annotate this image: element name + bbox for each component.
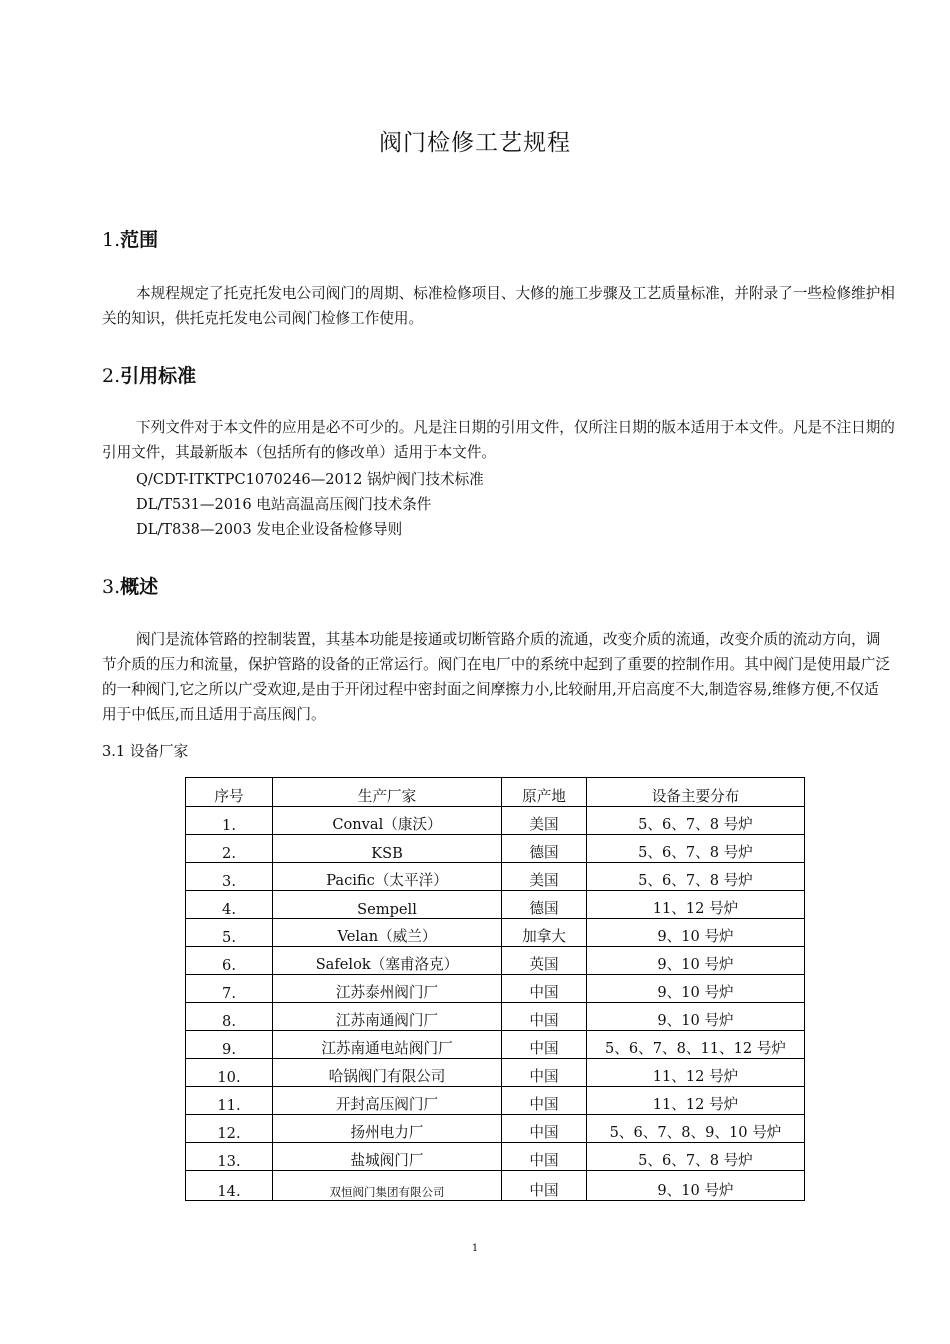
section-3-text: 阀门是流体管路的控制装置，其基本功能是接通或切断管路介质的流通，改变介质的流通，改变介质的流动方向，调节介质的压力和流量，保护管路的设备的正常运行。阀门在电厂中的系统中起到了重要的控制作用。其中阀门是使用最广泛的一种阀门,它之所以广受欢迎,是由于开闭过程中密封面之间摩擦力小,比较耐用,开启高度不大,制造容易,维修方便,不仅适用于中低压,而且适用于高压阀门。 [102,631,891,723]
section-1-heading [102,225,158,252]
cell-index: 14. [186,1171,273,1201]
cell-index: 7. [186,975,273,1003]
cell-origin: 中国 [502,1031,587,1059]
cell-distribution: 9、10 号炉 [587,975,805,1003]
table-row [186,1171,805,1201]
cell-distribution: 5、6、7、8、9、10 号炉 [587,1115,805,1143]
cell-index: 8. [186,1003,273,1031]
section-1-title: 范围 [120,229,159,251]
cell-origin: 德国 [502,835,587,863]
cell-manufacturer: Sempell [273,891,502,919]
cell-distribution: 5、6、7、8 号炉 [587,807,805,835]
reference-standard-1: Q/CDT-ITKTPC1070246—2012 锅炉阀门技术标准 [136,471,484,488]
cell-manufacturer: Safelok（塞甫洛克） [273,947,502,975]
cell-index: 6. [186,947,273,975]
cell-index: 9. [186,1031,273,1059]
section-1-text: 本规程规定了托克托发电公司阀门的周期、标准检修项目、大修的施工步骤及工艺质量标准，并附录了一些检修维护相关的知识，供托克托发电公司阀门检修工作使用。 [102,285,895,327]
cell-index: 5. [186,919,273,947]
cell-index: 1. [186,807,273,835]
cell-origin: 中国 [502,1087,587,1115]
cell-index: 12. [186,1115,273,1143]
cell-index: 13. [186,1143,273,1171]
page-number: 1 [471,1243,479,1254]
cell-manufacturer: 哈锅阀门有限公司 [273,1059,502,1087]
section-3-heading [102,572,158,599]
cell-origin: 中国 [502,1059,587,1087]
cell-distribution: 11、12 号炉 [587,891,805,919]
cell-index: 2. [186,835,273,863]
cell-origin: 中国 [502,1143,587,1171]
table-row [186,1143,805,1171]
cell-distribution: 5、6、7、8 号炉 [587,863,805,891]
header-index: 序号 [186,778,273,807]
cell-distribution: 9、10 号炉 [587,919,805,947]
cell-manufacturer: 双恒阀门集团有限公司 [273,1171,502,1201]
section-2-title: 引用标准 [120,365,197,387]
table-row [186,1087,805,1115]
cell-origin: 加拿大 [502,919,587,947]
cell-index: 3. [186,863,273,891]
cell-distribution: 11、12 号炉 [587,1059,805,1087]
section-1-number: 1. [102,229,121,251]
section-3-title: 概述 [120,576,159,598]
section-2-text: 下列文件对于本文件的应用是必不可少的。凡是注日期的引用文件，仅所注日期的版本适用于本文件。凡是不注日期的引用文件，其最新版本（包括所有的修改单）适用于本文件。 [102,419,895,461]
cell-origin: 中国 [502,1115,587,1143]
cell-manufacturer: 江苏南通阀门厂 [273,1003,502,1031]
reference-standard-2: DL/T531—2016 电站高温高压阀门技术条件 [136,496,432,513]
table-row [186,947,805,975]
cell-origin: 中国 [502,1171,587,1201]
cell-distribution: 9、10 号炉 [587,1171,805,1201]
cell-manufacturer: Pacific（太平洋） [273,863,502,891]
section-2-number: 2. [102,365,121,387]
table-row [186,891,805,919]
cell-origin: 德国 [502,891,587,919]
table-row [186,919,805,947]
table-row [186,807,805,835]
section-3-paragraph [102,627,892,727]
reference-standard-3: DL/T838—2003 发电企业设备检修导则 [136,521,403,538]
section-2-heading [102,361,196,388]
cell-index: 11. [186,1087,273,1115]
subsection-3-1-heading: 3.1 设备厂家 [102,743,189,760]
table-row [186,1003,805,1031]
table-row [186,1115,805,1143]
cell-manufacturer: KSB [273,835,502,863]
cell-manufacturer: 江苏南通电站阀门厂 [273,1031,502,1059]
table-row [186,835,805,863]
cell-distribution: 5、6、7、8、11、12 号炉 [587,1031,805,1059]
cell-origin: 中国 [502,975,587,1003]
cell-distribution: 9、10 号炉 [587,1003,805,1031]
header-origin: 原产地 [502,778,587,807]
header-distribution: 设备主要分布 [587,778,805,807]
table-header-row [186,778,805,807]
table-row [186,1059,805,1087]
document-title: 阀门检修工艺规程 [379,130,571,156]
cell-distribution: 11、12 号炉 [587,1087,805,1115]
section-3-number: 3. [102,576,121,598]
cell-manufacturer: 开封高压阀门厂 [273,1087,502,1115]
cell-manufacturer: 扬州电力厂 [273,1115,502,1143]
cell-origin: 美国 [502,863,587,891]
cell-manufacturer: 江苏泰州阀门厂 [273,975,502,1003]
cell-manufacturer: Velan（威兰） [273,919,502,947]
table-row [186,1031,805,1059]
cell-origin: 美国 [502,807,587,835]
cell-distribution: 5、6、7、8 号炉 [587,835,805,863]
cell-index: 4. [186,891,273,919]
cell-distribution: 5、6、7、8 号炉 [587,1143,805,1171]
header-manufacturer: 生产厂家 [273,778,502,807]
section-2-paragraph [102,415,902,465]
cell-origin: 中国 [502,1003,587,1031]
cell-manufacturer: 盐城阀门厂 [273,1143,502,1171]
table-row [186,975,805,1003]
cell-index: 10. [186,1059,273,1087]
section-1-paragraph [102,281,897,331]
cell-origin: 英国 [502,947,587,975]
table-row [186,863,805,891]
cell-manufacturer: Conval（康沃） [273,807,502,835]
manufacturer-table [185,777,805,1201]
cell-distribution: 9、10 号炉 [587,947,805,975]
